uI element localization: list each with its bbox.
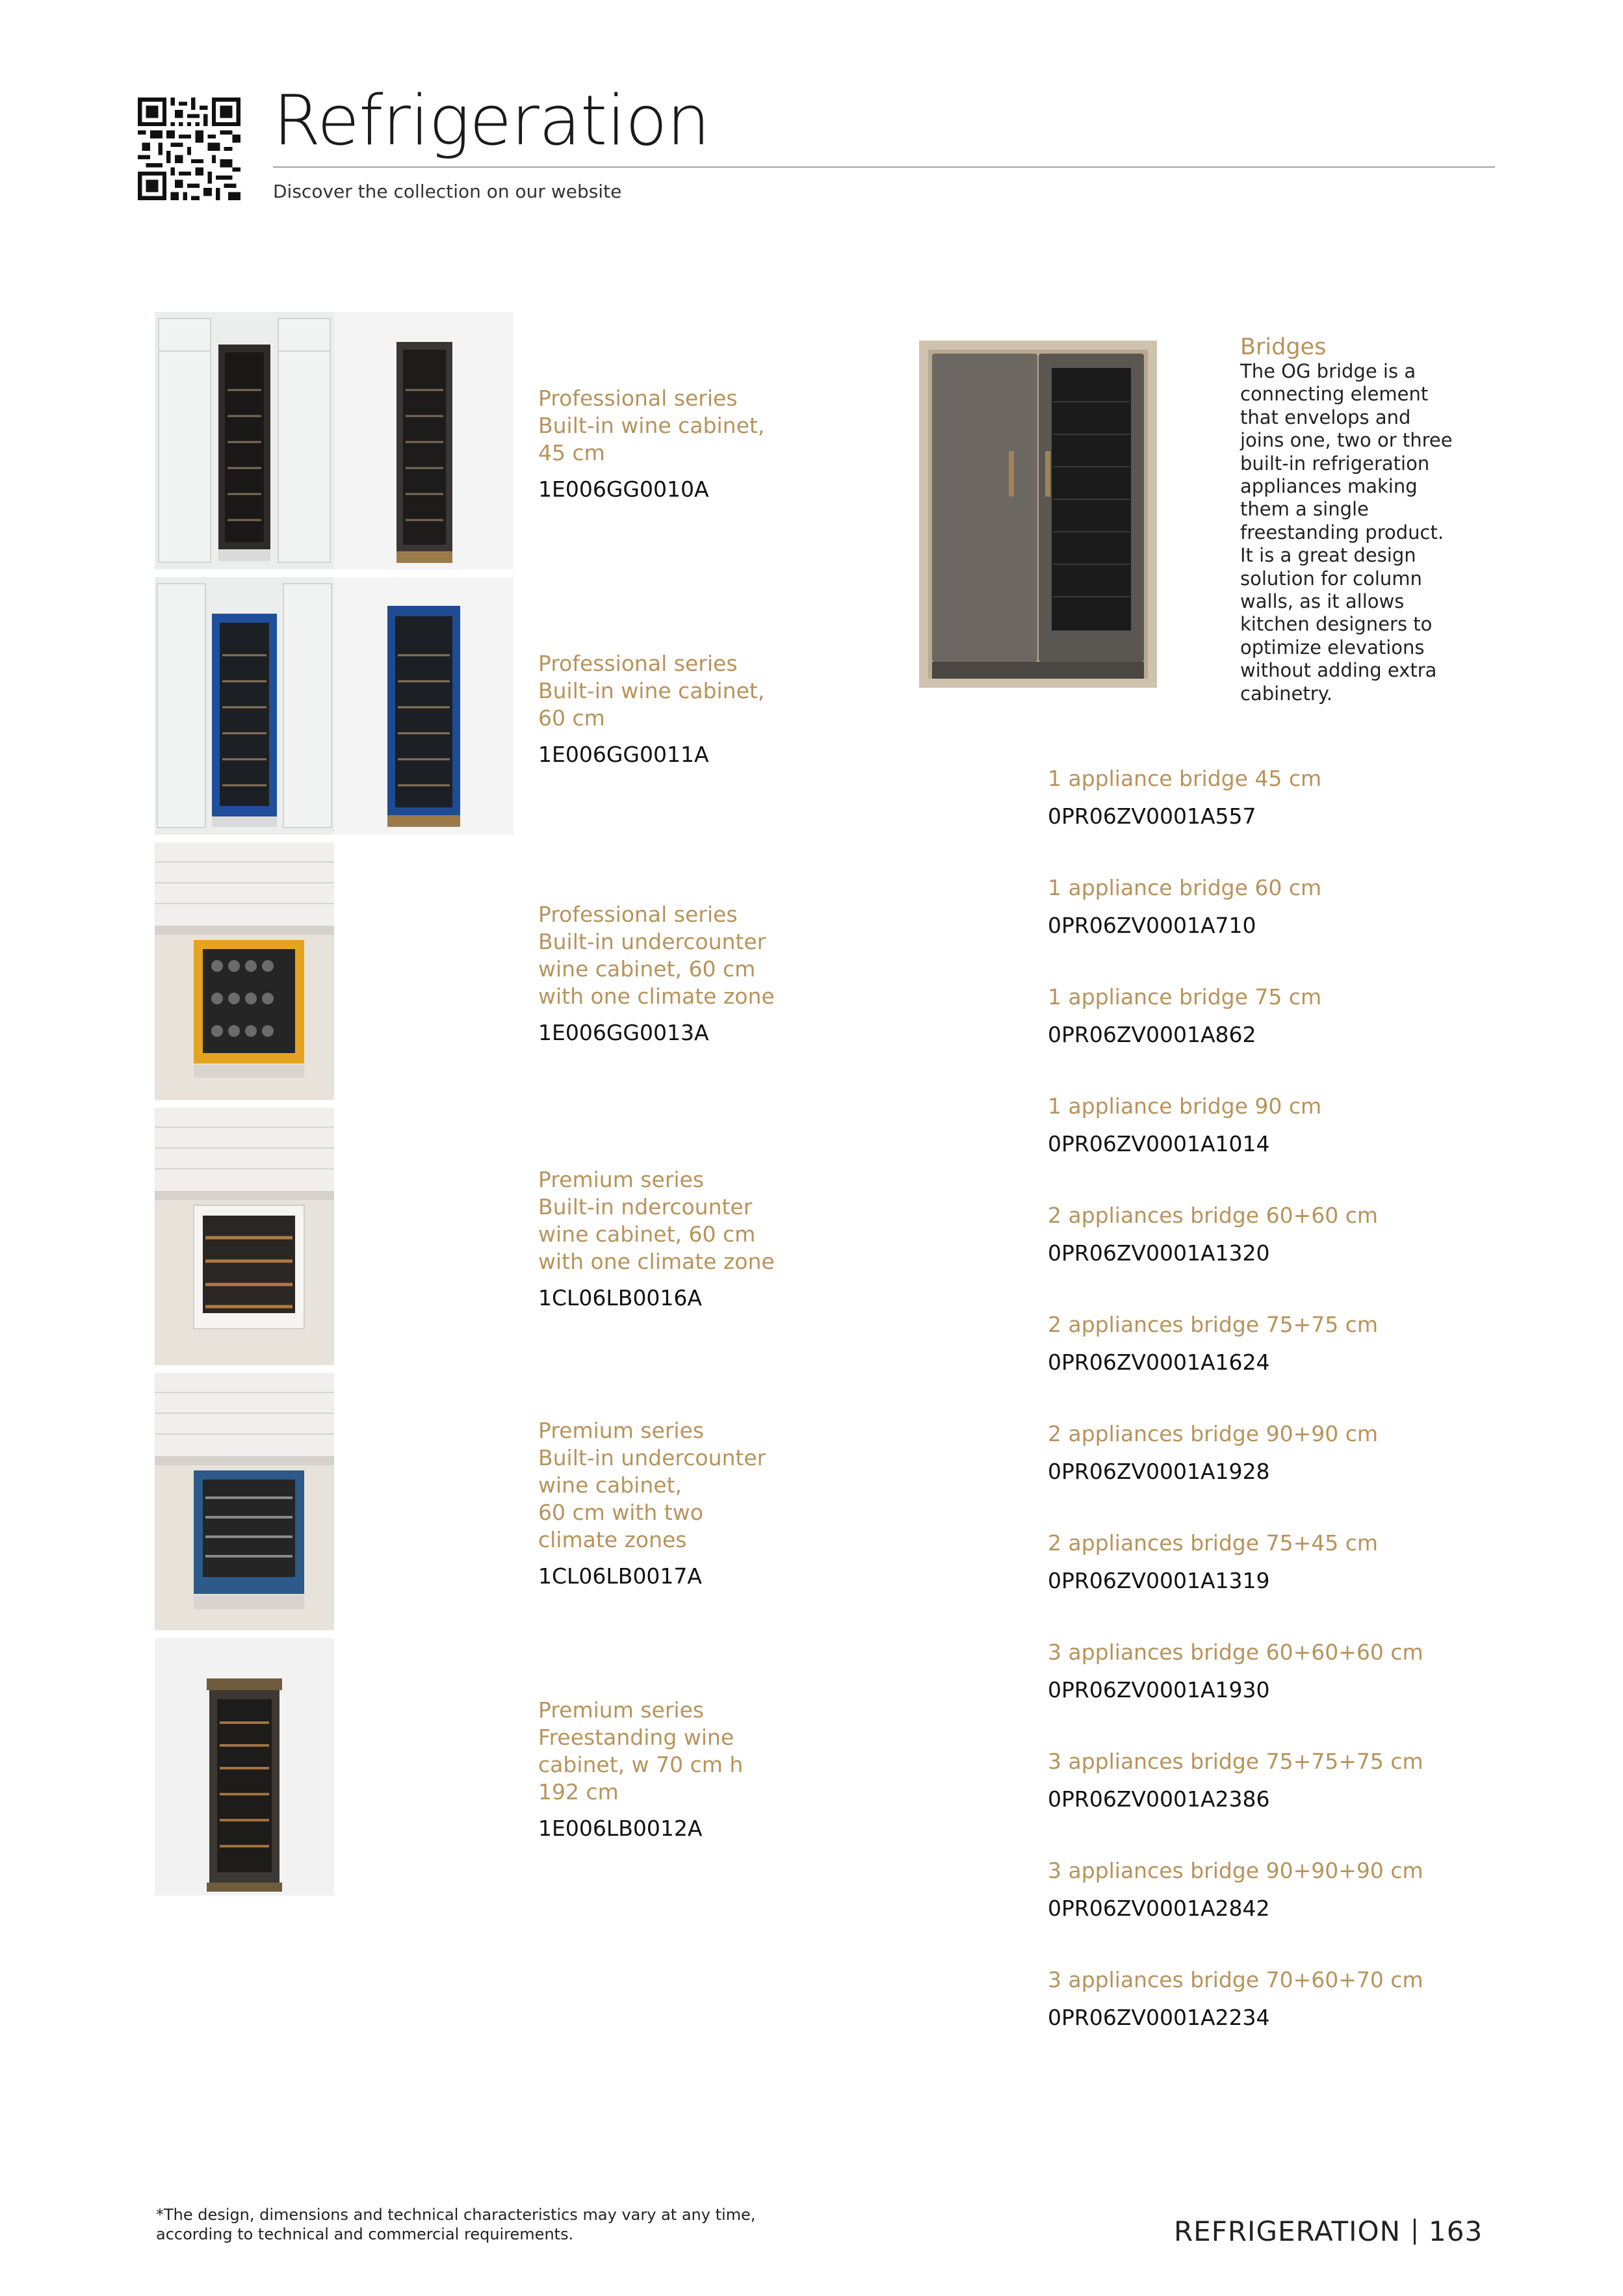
list-item: 2 appliances bridge 90+90 cm 0PR06ZV0001A1928 <box>1048 1421 1378 1484</box>
footer-section: REFRIGERATION <box>1174 2215 1401 2247</box>
list-item: 2 appliances bridge 60+60 cm 0PR06ZV0001A1320 <box>1048 1203 1378 1266</box>
product-6-code: 1E006LB0012A <box>538 1816 703 1841</box>
list-item: 1 appliance bridge 60 cm 0PR06ZV0001A710 <box>1048 875 1322 938</box>
product-6 <box>538 1697 811 1842</box>
product-2-code: 1E006GG0011A <box>538 742 709 767</box>
product-6-description: Premium series Freestanding wine cabinet, w 70 cm h 192 cm <box>538 1697 744 1805</box>
product-photo-standalone-60 <box>334 577 513 835</box>
product-3-description: Professional series Built-in undercounter wine cabinet, 60 cm with one climate zone <box>538 902 775 1009</box>
footnote: *The design, dimensions and technical characteristics may vary at any time, according to technical and commercial requirements. <box>156 2206 756 2243</box>
list-item: 3 appliances bridge 75+75+75 cm 0PR06ZV0001A2386 <box>1048 1749 1423 1812</box>
product-photo-installed-60 <box>155 577 334 835</box>
product-3-code: 1E006GG0013A <box>538 1020 709 1045</box>
list-item: 3 appliances bridge 70+60+70 cm 0PR06ZV0001A2234 <box>1048 1967 1423 2030</box>
qr-code[interactable] <box>138 98 240 200</box>
list-item: 1 appliance bridge 75 cm 0PR06ZV0001A862 <box>1048 984 1322 1047</box>
footer-separator <box>1414 2219 1416 2245</box>
bridges-description: The OG bridge is a connecting element that envelops and joins one, two or three built-in refrigeration appliances making them a single freestanding product. It is a great design solution for column walls, as it allows kitchen designers to optimize elevations without adding extra cabinetry. <box>1240 360 1453 705</box>
list-item: 2 appliances bridge 75+75 cm 0PR06ZV0001A1624 <box>1048 1312 1378 1375</box>
list-item: 3 appliances bridge 60+60+60 cm 0PR06ZV0001A1930 <box>1048 1639 1423 1702</box>
product-4 <box>538 1166 811 1312</box>
list-item: 3 appliances bridge 90+90+90 cm 0PR06ZV0001A2842 <box>1048 1858 1423 1921</box>
product-photo-undercounter-white <box>155 1108 334 1365</box>
product-3 <box>538 901 811 1047</box>
product-4-description: Premium series Built-in ndercounter wine cabinet, 60 cm with one climate zone <box>538 1167 775 1274</box>
title-divider <box>273 166 1495 168</box>
bridges-info <box>1240 334 1481 705</box>
product-4-code: 1CL06LB0016A <box>538 1285 702 1311</box>
product-1-description: Professional series Built-in wine cabinet, 45 cm <box>538 385 765 465</box>
product-photo-undercounter-blue <box>155 1373 334 1630</box>
page-title: Refrigeration <box>273 81 710 161</box>
bridges-title: Bridges <box>1240 334 1327 360</box>
list-item: 2 appliances bridge 75+45 cm 0PR06ZV0001A1319 <box>1048 1530 1378 1593</box>
product-5-description: Premium series Built-in undercounter wine cabinet, 60 cm with two climate zones <box>538 1418 766 1552</box>
list-item: 1 appliance bridge 45 cm 0PR06ZV0001A557 <box>1048 766 1322 829</box>
bridge-list <box>1048 766 1503 2076</box>
page-number: 163 <box>1429 2215 1483 2247</box>
product-5 <box>538 1417 811 1590</box>
product-2 <box>538 650 811 768</box>
list-item: 1 appliance bridge 90 cm 0PR06ZV0001A1014 <box>1048 1093 1322 1156</box>
product-1 <box>538 385 811 503</box>
page-footer <box>1174 2215 1483 2247</box>
bridge-photo <box>918 337 1158 693</box>
product-5-code: 1CL06LB0017A <box>538 1563 702 1589</box>
product-2-description: Professional series Built-in wine cabinet, 60 cm <box>538 651 765 731</box>
product-photo-freestanding <box>155 1638 334 1896</box>
product-photo-installed-45 <box>155 312 334 569</box>
product-1-code: 1E006GG0010A <box>538 476 709 502</box>
page-subtitle: Discover the collection on our website <box>273 181 622 202</box>
product-photo-undercounter-yellow <box>155 842 334 1100</box>
product-photo-standalone-45 <box>334 312 513 569</box>
